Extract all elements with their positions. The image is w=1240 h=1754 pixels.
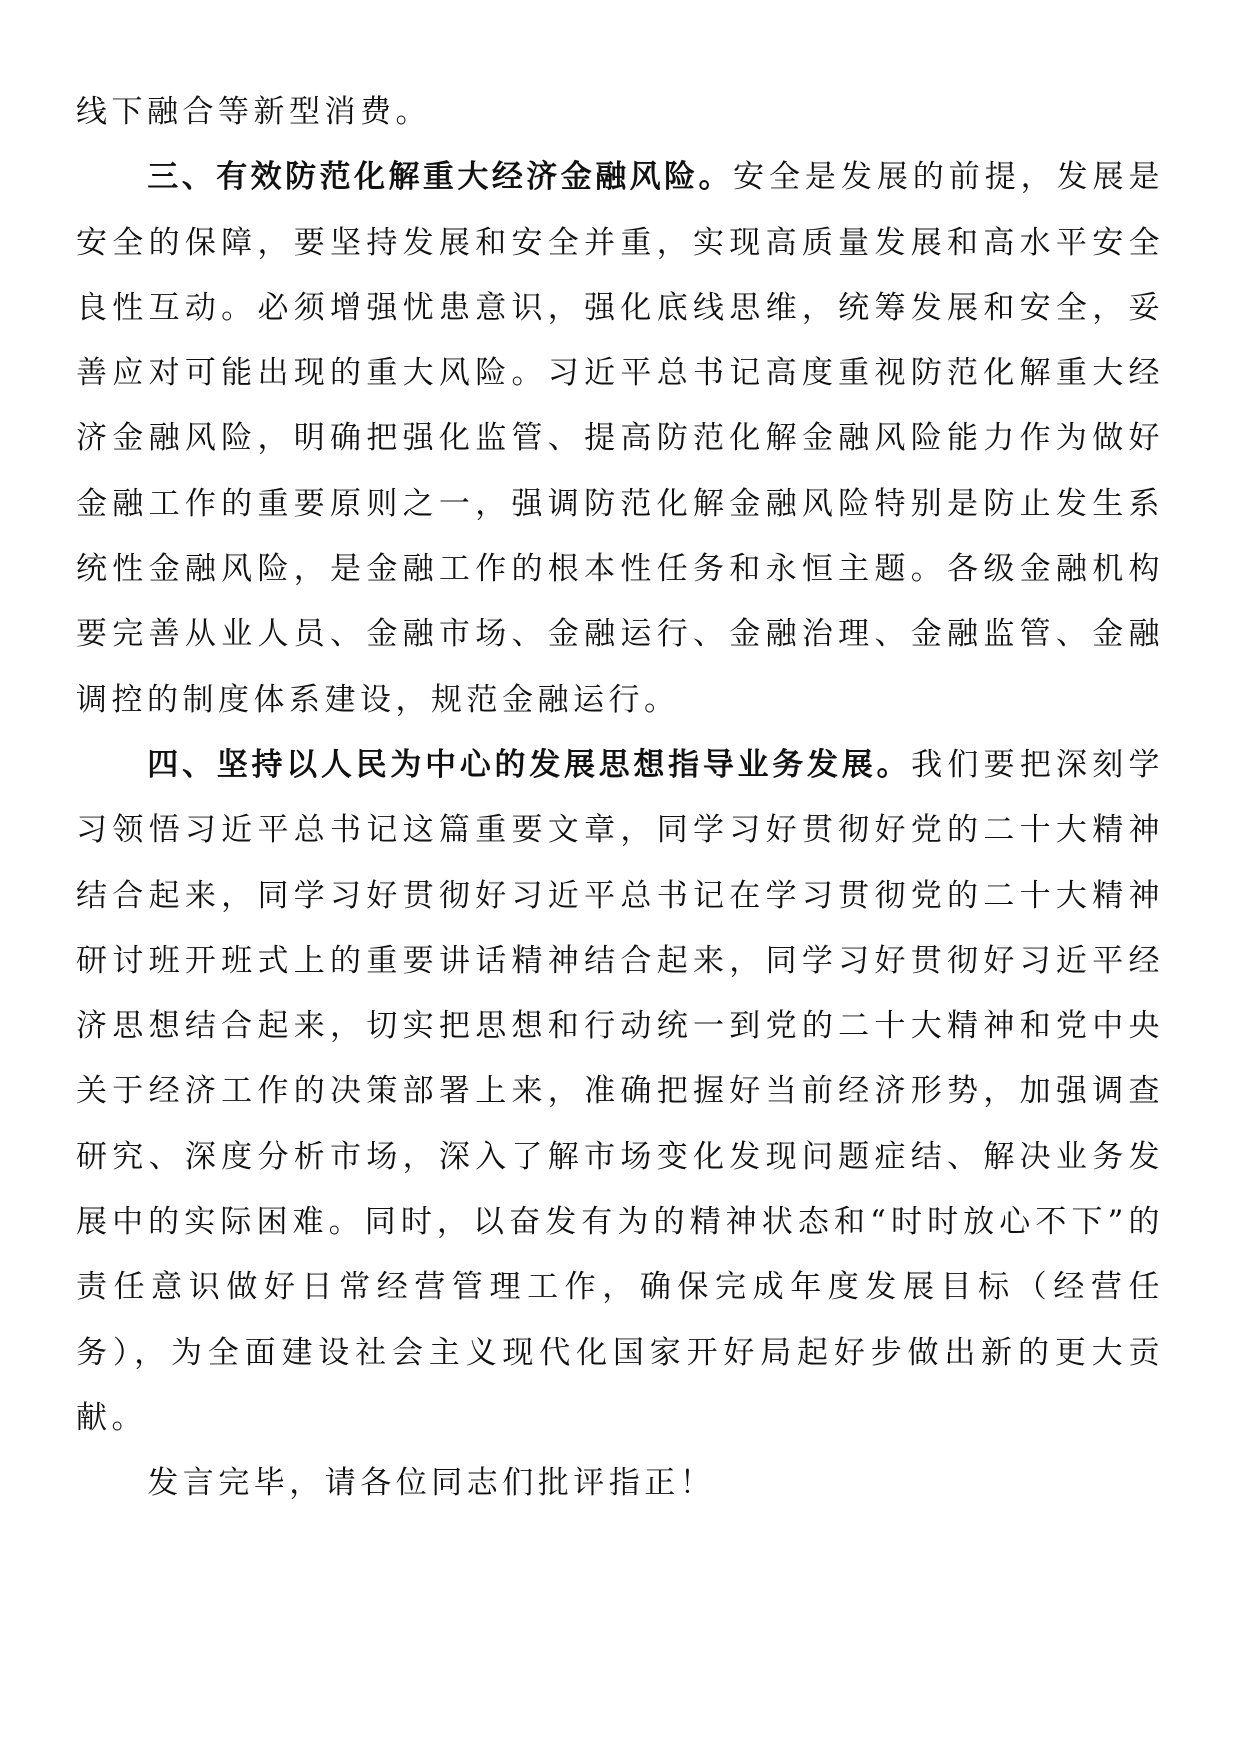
paragraph-continuation	[76, 80, 1164, 145]
paragraph-text: 安全是发展的前提，发展是安全的保障，要坚持发展和安全并重，实现高质量发展和高水平安全良性互动。必须增强忧患意识，强化底线思维，统筹发展和安全，妥善应对可能出现的重大风险。习近平总书记高度重视防范化解重大经济金融风险，明确把强化监管、提高防范化解金融风险能力作为做好金融工作的重要原则之一，强调防范化解金融风险特别是防止发生系统性金融风险，是金融工作的根本性任务和永恒主题。各级金融机构要完善从业人员、金融市场、金融运行、金融治理、金融监管、金融调控的制度体系建设，规范金融运行。	[76, 159, 1165, 718]
paragraph-section-3	[76, 145, 1164, 733]
paragraph-text: 我们要把深刻学习领悟习近平总书记这篇重要文章，同学习好贯彻好党的二十大精神结合起来，同学习好贯彻好习近平总书记在学习贯彻党的二十大精神研讨班开班式上的重要讲话精神结合起来，同学习好贯彻好习近平经济思想结合起来，切实把思想和行动统一到党的二十大精神和党中央关于经济工作的决策部署上来，准确把握好当前经济形势，加强调查研究、深度分析市场，深入了解市场变化发现问题症结、解决业务发展中的实际困难。同时，以奋发有为的精神状态和“时时放心不下”的责任意识做好日常经营管理工作，确保完成年度发展目标（经营任务），为全面建设社会主义现代化国家开好局起好步做出新的更大贡献。	[76, 746, 1165, 1436]
paragraph-closing	[76, 1451, 1164, 1516]
section-heading: 四、坚持以人民为中心的发展思想指导业务发展。	[147, 746, 912, 783]
paragraph-text: 发言完毕，请各位同志们批评指正！	[147, 1465, 716, 1502]
paragraph-section-4	[76, 733, 1164, 1451]
document-body	[76, 80, 1164, 1517]
paragraph-text: 线下融合等新型消费。	[76, 94, 431, 130]
section-heading: 三、有效防范化解重大经济金融风险。	[147, 159, 734, 196]
